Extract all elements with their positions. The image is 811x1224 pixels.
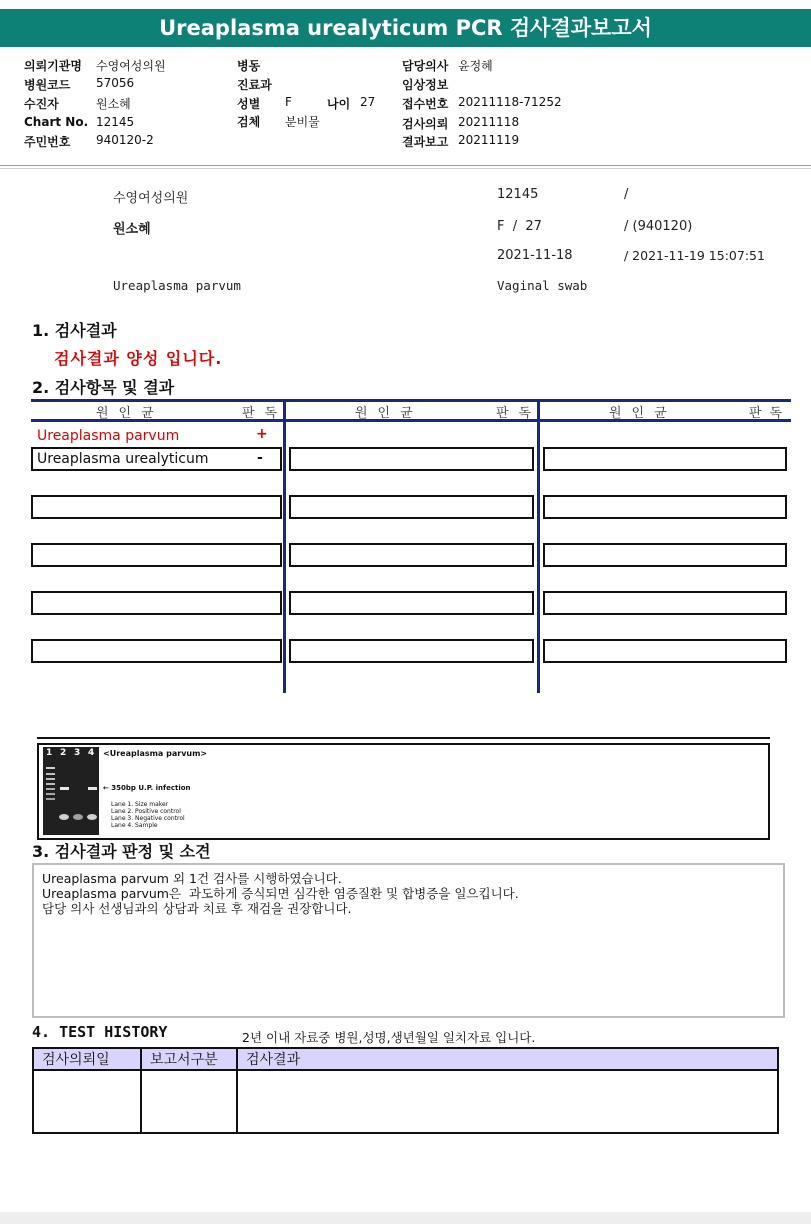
- result-cell-empty: [289, 591, 534, 615]
- result-cell-empty: [289, 639, 534, 663]
- grid-divider-2: [537, 399, 540, 693]
- ward-label: 병동: [237, 59, 261, 73]
- col2-judgement: 판독: [496, 406, 542, 421]
- opinion-line: Ureaplasma parvum은 과도하게 증식되면 심각한 염증질환 및 합병증을 일으킵니다.: [42, 886, 519, 901]
- pi-date-report: / 2021-11-19 15:07:51: [624, 248, 765, 263]
- history-cell: [33, 1070, 141, 1133]
- gel-title: <Ureaplasma parvum>: [103, 749, 208, 758]
- gel-top-rule: [37, 737, 770, 739]
- history-cell: [237, 1070, 778, 1133]
- result-cell-empty: [289, 543, 534, 567]
- result-cell-empty: [543, 495, 787, 519]
- gel-lane-2: 2: [60, 748, 67, 758]
- specimen-label: 검체: [237, 115, 261, 129]
- patient-value: 원소혜: [96, 97, 131, 111]
- grid-divider-1: [283, 399, 286, 693]
- result-cell-empty: [31, 543, 282, 567]
- report-value: 20211119: [458, 133, 520, 147]
- chart-value: 12145: [96, 115, 135, 129]
- result-row-1-value: +: [256, 426, 268, 442]
- pi-slash: /: [624, 187, 629, 202]
- specimen-value: 분비물: [285, 115, 320, 129]
- pi-sex-age: F / 27: [497, 219, 542, 234]
- gel-band-label: ← 350bp U.P. infection: [103, 784, 191, 792]
- history-cell: [141, 1070, 237, 1133]
- header-divider: [0, 165, 811, 166]
- history-empty-row: [33, 1070, 778, 1133]
- result-row-2-value: -: [257, 450, 263, 466]
- opinion-line: Ureaplasma parvum 외 1건 검사를 시행하였습니다.: [42, 871, 342, 886]
- col3-pathogen: 원인균: [609, 406, 677, 421]
- pi-specimen: Vaginal swab: [497, 278, 588, 293]
- gel-legend-item: Lane 1. Size maker: [111, 801, 169, 808]
- result-cell-empty: [543, 543, 787, 567]
- pi-test: Ureaplasma parvum: [113, 278, 241, 293]
- code-label: 병원코드: [24, 78, 71, 92]
- request-label: 검사의뢰: [402, 117, 449, 131]
- gel-legend-item: Lane 4. Sample: [111, 822, 158, 829]
- history-table: [32, 1047, 779, 1134]
- section2-title: 2. 검사항목 및 결과: [32, 378, 175, 397]
- sex-label: 성별: [237, 97, 261, 111]
- code-value: 57056: [96, 76, 135, 90]
- report-label: 결과보고: [402, 135, 449, 149]
- opinion-box: [32, 863, 785, 1018]
- history-header-row: [33, 1048, 778, 1070]
- result-row-2-name: Ureaplasma urealyticum: [37, 451, 209, 467]
- result-cell-empty: [289, 495, 534, 519]
- col2-pathogen: 원인균: [355, 406, 423, 421]
- pi-date-request: 2021-11-18: [497, 248, 573, 263]
- history-col-type: 보고서구분: [141, 1048, 237, 1070]
- history-col-date: 검사의뢰일: [33, 1048, 141, 1070]
- age-value: 27: [360, 95, 376, 109]
- col1-judgement: 판독: [242, 406, 288, 421]
- report-title: Ureaplasma urealyticum PCR 검사결과보고서: [0, 9, 811, 47]
- opinion-line: 담당 의사 선생님과의 상담과 치료 후 재검을 권장합니다.: [42, 901, 352, 916]
- gel-electrophoresis-image: [43, 747, 99, 835]
- chart-label: Chart No.: [24, 115, 89, 129]
- clinical-label: 임상정보: [402, 78, 449, 92]
- history-col-result: 검사결과: [237, 1048, 778, 1070]
- footer-bar: [0, 1212, 811, 1224]
- col3-judgement: 판독: [749, 406, 791, 421]
- result-cell-empty: [543, 639, 787, 663]
- gel-bands: [43, 747, 99, 835]
- result-cell-empty: [31, 495, 282, 519]
- hospital-label: 의뢰기관명: [24, 59, 82, 73]
- section1-result: 검사결과 양성 입니다.: [54, 349, 223, 368]
- pi-rrn: / (940120): [624, 219, 693, 234]
- section1-title: 1. 검사결과: [32, 321, 117, 340]
- hospital-value: 수영여성의원: [96, 59, 166, 73]
- doctor-label: 담당의사: [402, 59, 449, 73]
- result-cell-empty: [543, 591, 787, 615]
- gel-lane-4: 4: [88, 748, 95, 758]
- result-cell-empty: [543, 447, 787, 471]
- patient-label: 수진자: [24, 97, 59, 111]
- section3-title: 3. 검사결과 판정 및 소견: [32, 842, 211, 861]
- result-row-1-name: Ureaplasma parvum: [37, 428, 180, 444]
- request-value: 20211118: [458, 115, 520, 129]
- result-cell-empty: [31, 639, 282, 663]
- gel-lane-1: 1: [46, 748, 53, 758]
- result-cell-empty: [31, 591, 282, 615]
- rrn-value: 940120-2: [96, 133, 154, 147]
- history-note: 2년 이내 자료중 병원,성명,생년월일 일치자료 입니다.: [242, 1030, 536, 1045]
- header-divider-2: [0, 168, 811, 169]
- pi-name: 원소혜: [113, 222, 151, 237]
- pi-hospital: 수영여성의원: [113, 191, 189, 206]
- receipt-value: 20211118-71252: [458, 95, 562, 109]
- gel-legend: [111, 801, 185, 829]
- sex-value: F: [285, 95, 292, 109]
- pi-chart: 12145: [497, 187, 539, 202]
- age-label: 나이: [327, 97, 351, 111]
- gel-legend-item: Lane 2. Positive control: [111, 808, 181, 815]
- dept-label: 진료과: [237, 78, 272, 92]
- rrn-label: 주민번호: [24, 135, 71, 149]
- receipt-label: 접수번호: [402, 97, 449, 111]
- section4-title: 4. TEST HISTORY: [32, 1023, 168, 1041]
- doctor-value: 윤정혜: [458, 59, 493, 73]
- result-cell-empty: [289, 447, 534, 471]
- gel-lane-3: 3: [74, 748, 81, 758]
- gel-legend-item: Lane 3. Negative control: [111, 815, 185, 822]
- col1-pathogen: 원인균: [96, 406, 164, 421]
